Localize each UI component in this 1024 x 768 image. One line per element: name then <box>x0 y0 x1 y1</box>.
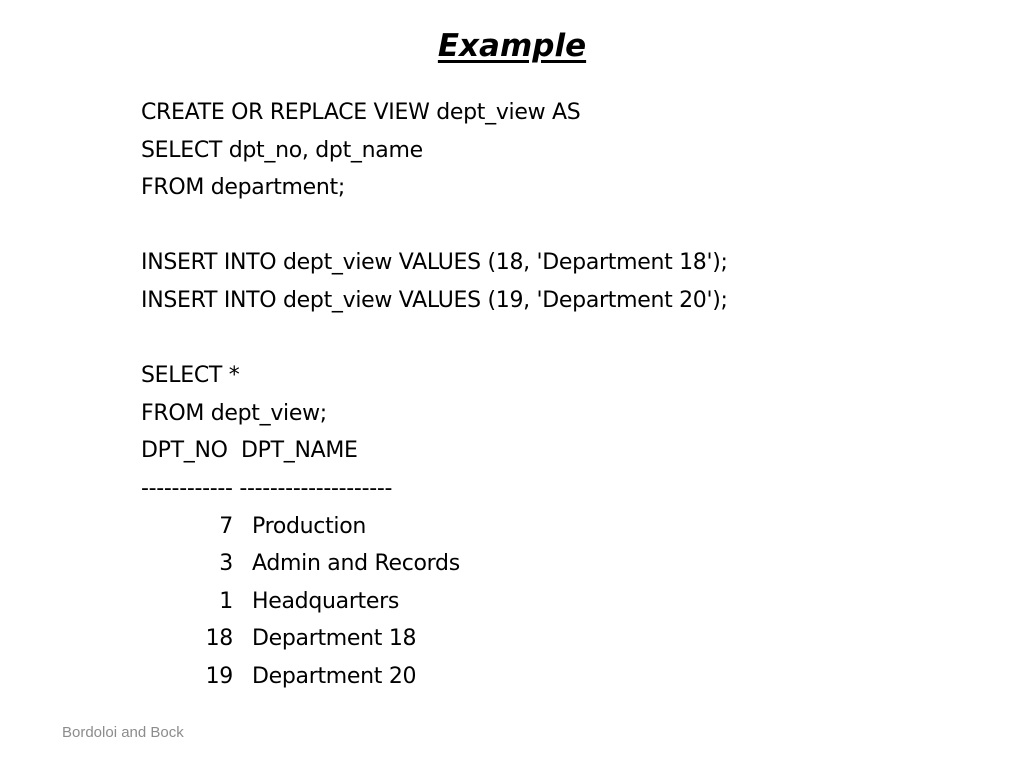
result-row <box>141 545 961 583</box>
slide-title: Example <box>437 28 587 64</box>
code-line: FROM department; <box>141 175 345 201</box>
code-line: FROM dept_view; <box>141 400 327 426</box>
code-line-blank <box>141 320 961 358</box>
result-header: DPT_NO DPT_NAME <box>141 438 358 464</box>
result-dpt-no: 7 <box>219 513 233 539</box>
code-line: CREATE OR REPLACE VIEW dept_view AS <box>141 100 581 125</box>
result-separator: ------------ -------------------- <box>141 475 393 501</box>
code-line: SELECT * <box>141 363 240 389</box>
code-line: INSERT INTO dept_view VALUES (18, 'Department 18'); <box>141 250 728 276</box>
sql-code-block <box>141 94 961 696</box>
code-line-blank <box>141 207 961 245</box>
result-dpt-no: 19 <box>205 663 233 689</box>
result-row <box>141 508 961 546</box>
result-row <box>141 658 961 696</box>
result-dpt-no: 18 <box>205 626 233 652</box>
result-dpt-no: 3 <box>219 551 233 577</box>
code-line: SELECT dpt_no, dpt_name <box>141 137 423 163</box>
result-dpt-name: Admin and Records <box>252 551 460 577</box>
result-dpt-name: Production <box>252 513 367 539</box>
result-dpt-name: Department 18 <box>252 626 417 652</box>
code-line: INSERT INTO dept_view VALUES (19, 'Department 20'); <box>141 287 728 313</box>
result-row <box>141 620 961 658</box>
result-dpt-name: Department 20 <box>252 663 417 689</box>
result-dpt-no: 1 <box>219 588 233 614</box>
footer-credit: Bordoloi and Bock <box>62 724 184 741</box>
result-dpt-name: Headquarters <box>252 588 400 614</box>
result-row <box>141 583 961 621</box>
